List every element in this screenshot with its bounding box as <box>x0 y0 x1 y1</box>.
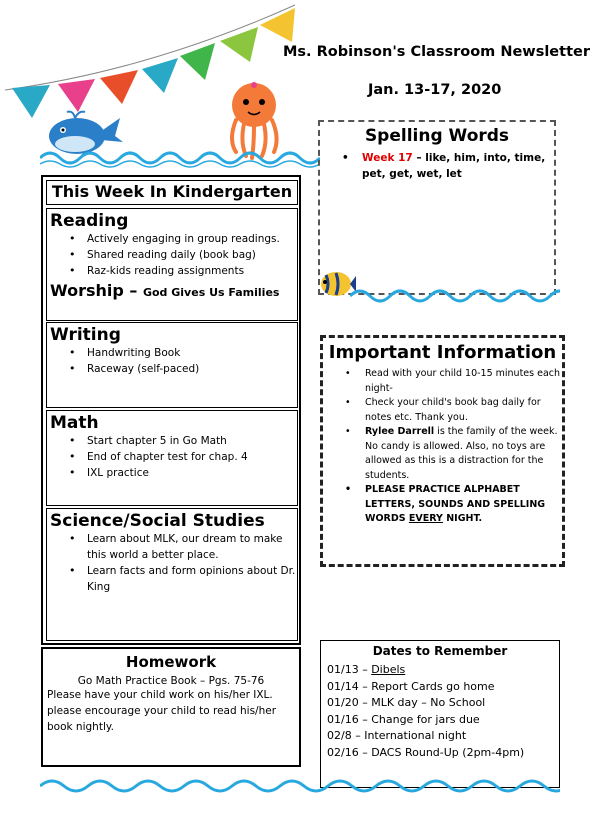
reading-section <box>46 208 298 321</box>
list-item: • Start chapter 5 in Go Math <box>63 433 297 449</box>
writing-section <box>46 322 298 408</box>
homework-line: Go Math Practice Book – Pgs. 75-76 <box>77 675 265 687</box>
list-item: • IXL practice <box>63 465 297 481</box>
this-week-box <box>41 175 301 645</box>
list-item <box>345 483 562 527</box>
important-title: Important Information <box>328 342 557 363</box>
list-item <box>345 425 562 483</box>
writing-title: Writing <box>50 325 121 345</box>
date-item <box>327 679 559 696</box>
list-item: • Raceway (self-paced) <box>63 361 297 377</box>
homework-box <box>41 647 301 767</box>
date-item <box>327 712 559 729</box>
worship-text: God Gives Us Families <box>142 286 280 299</box>
date-label: 02/8 – <box>327 729 365 742</box>
list-item: • Learn about MLK, our dream to make this world a better place. <box>63 531 297 563</box>
date-text: MLK day – No School <box>371 696 486 709</box>
spelling-words: – like, him, into, time, pet, get, wet, let <box>362 152 546 180</box>
family-name: Rylee Darrell <box>365 426 435 437</box>
date-text: Report Cards go home <box>371 679 495 693</box>
date-item <box>327 728 559 745</box>
list-item: • Actively engaging in group readings. <box>63 231 297 247</box>
spelling-item <box>342 150 554 182</box>
list-item: • Read with your child 10-15 minutes each night- <box>345 367 562 396</box>
date-text: Change for jars due <box>371 712 480 726</box>
list-item: • Check your child's book bag daily for notes etc. Thank you. <box>345 396 562 425</box>
homework-body: Please have your child work on his/her IXL. please encourage your child to read his/her book nightly. <box>47 689 277 733</box>
list-item: • Handwriting Book <box>63 345 297 361</box>
math-title: Math <box>50 413 99 433</box>
dates-box <box>320 640 560 788</box>
wave-decoration-middle <box>350 286 560 304</box>
date-label: 02/16 – <box>327 745 372 759</box>
important-info-box <box>320 335 565 567</box>
family-text: is the family of the week. No candy is allowed. Also, no toys are allowed as this is a distraction for the students. <box>365 426 558 481</box>
wave-decoration-bottom <box>40 774 560 796</box>
spelling-week: Week 17 <box>362 152 413 164</box>
this-week-title: This Week In Kindergarten <box>46 180 298 205</box>
date-text: International night <box>364 729 467 742</box>
worship-line <box>47 279 297 300</box>
date-item <box>327 745 559 762</box>
date-text: Dibels <box>371 663 406 676</box>
dates-title: Dates to Remember <box>372 644 508 658</box>
list-item: • Raz-kids reading assignments <box>63 263 297 279</box>
date-item <box>327 662 559 679</box>
wave-decoration-top <box>40 146 320 168</box>
list-item: • Learn facts and form opinions about Dr. King <box>63 563 297 595</box>
science-title: Science/Social Studies <box>50 511 265 531</box>
spelling-title: Spelling Words <box>364 126 510 146</box>
practice-end: NIGHT. <box>442 513 483 524</box>
date-label: 01/14 – <box>327 679 372 693</box>
date-label: 01/20 – <box>327 696 372 709</box>
date-label: 01/13 – <box>327 663 372 676</box>
practice-text: PLEASE PRACTICE ALPHABET LETTERS, SOUNDS AND SPELLING WORDS <box>365 484 546 524</box>
practice-every: EVERY <box>408 513 443 524</box>
list-item: • Shared reading daily (book bag) <box>63 247 297 263</box>
worship-title: Worship – <box>50 281 138 300</box>
date-item <box>327 695 559 712</box>
science-section <box>46 508 298 641</box>
math-section <box>46 410 298 506</box>
homework-title: Homework <box>125 653 217 671</box>
newsletter-title: Ms. Robinson's Classroom Newsletter <box>283 44 590 60</box>
date-label: 01/16 – <box>327 712 372 726</box>
reading-title: Reading <box>50 211 129 231</box>
list-item: • End of chapter test for chap. 4 <box>63 449 297 465</box>
date-text: DACS Round-Up (2pm-4pm) <box>371 745 525 759</box>
newsletter-date: Jan. 13-17, 2020 <box>368 82 502 98</box>
